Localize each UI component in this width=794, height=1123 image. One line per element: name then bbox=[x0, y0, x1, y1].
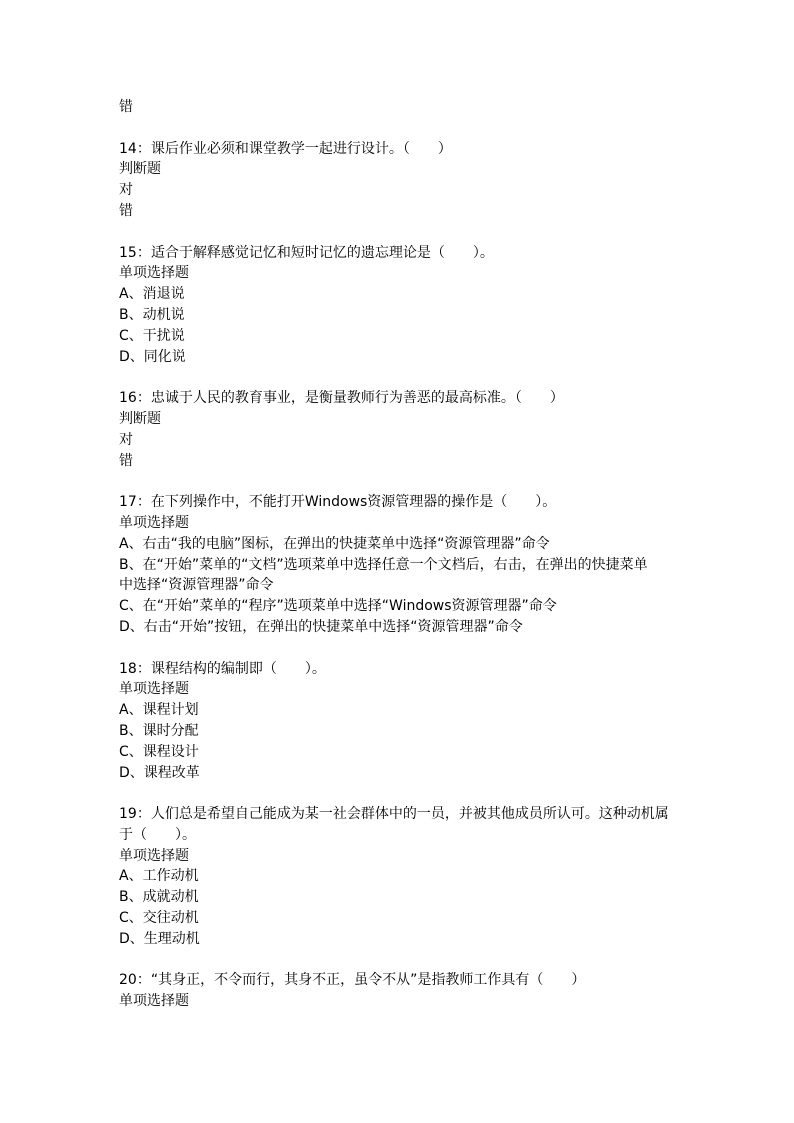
question-block bbox=[119, 659, 699, 784]
question-line: A、右击“我的电脑”图标，在弹出的快捷菜单中选择“资源管理器”命令 bbox=[119, 535, 550, 552]
blank-line bbox=[119, 222, 699, 243]
question-line: 错 bbox=[119, 452, 133, 469]
question-line: 单项选择题 bbox=[119, 514, 189, 531]
question-text: 16：忠诚于人民的教育事业，是衡量教师行为善恶的最高标准。（ ） bbox=[119, 390, 564, 407]
question-line: B、课时分配 bbox=[119, 722, 199, 739]
question-text: 15：适合于解释感觉记忆和短时记忆的遗忘理论是（ ）。 bbox=[119, 244, 494, 261]
question-line: 对 bbox=[119, 431, 133, 448]
question-line: 错 bbox=[119, 99, 133, 115]
question-line: C、课程设计 bbox=[119, 743, 199, 760]
document-page bbox=[119, 97, 699, 1012]
question-line: A、课程计划 bbox=[119, 702, 199, 719]
question-text: 20：“其身正，不令而行，其身不正，虽令不从”是指教师工作具有（ ） bbox=[119, 972, 586, 989]
question-text: 19：人们总是希望自己能成为某一社会群体中的一员，并被其他成员所认可。这种动机属 bbox=[119, 806, 669, 823]
question-block bbox=[119, 139, 699, 222]
blank-line bbox=[119, 638, 699, 659]
question-line: 对 bbox=[119, 182, 133, 199]
question-line: 判断题 bbox=[119, 161, 161, 178]
blank-line bbox=[119, 118, 699, 139]
question-line: 错 bbox=[119, 202, 133, 219]
question-line: 单项选择题 bbox=[119, 265, 189, 282]
question-line: D、右击“开始”按钮，在弹出的快捷菜单中选择“资源管理器”命令 bbox=[119, 618, 523, 635]
question-line: C、交往动机 bbox=[119, 910, 199, 927]
question-block bbox=[119, 388, 699, 471]
question-line: D、课程改革 bbox=[119, 764, 200, 781]
question-line: 中选择“资源管理器”命令 bbox=[119, 577, 274, 594]
question-line: A、消退说 bbox=[119, 286, 185, 303]
question-line: C、干扰说 bbox=[119, 327, 185, 344]
question-text: 14：课后作业必须和课堂教学一起进行设计。（ ） bbox=[119, 140, 452, 157]
question-block bbox=[119, 492, 699, 638]
question-block bbox=[119, 804, 699, 950]
question-line: 单项选择题 bbox=[119, 681, 189, 698]
question-block bbox=[119, 243, 699, 368]
blank-line bbox=[119, 950, 699, 971]
question-line: 于（ ）。 bbox=[119, 826, 196, 843]
blank-line bbox=[119, 783, 699, 804]
blank-line bbox=[119, 367, 699, 388]
question-line: B、成就动机 bbox=[119, 889, 199, 906]
question-line: D、同化说 bbox=[119, 348, 186, 365]
question-line: A、工作动机 bbox=[119, 868, 199, 885]
question-line: B、动机说 bbox=[119, 306, 185, 323]
question-line: 判断题 bbox=[119, 410, 161, 427]
question-line: 单项选择题 bbox=[119, 993, 189, 1010]
question-line: D、生理动机 bbox=[119, 930, 200, 947]
question-text: 17：在下列操作中，不能打开Windows资源管理器的操作是（ ）。 bbox=[119, 494, 557, 511]
question-block bbox=[119, 97, 699, 118]
question-block bbox=[119, 970, 699, 1012]
question-line: 单项选择题 bbox=[119, 847, 189, 864]
question-text: 18：课程结构的编制即（ ）。 bbox=[119, 660, 326, 677]
question-line: B、在“开始”菜单的“文档”选项菜单中选择任意一个文档后，右击，在弹出的快捷菜单 bbox=[119, 556, 648, 573]
question-line: C、在“开始”菜单的“程序”选项菜单中选择“Windows资源管理器”命令 bbox=[119, 598, 557, 615]
blank-line bbox=[119, 471, 699, 492]
